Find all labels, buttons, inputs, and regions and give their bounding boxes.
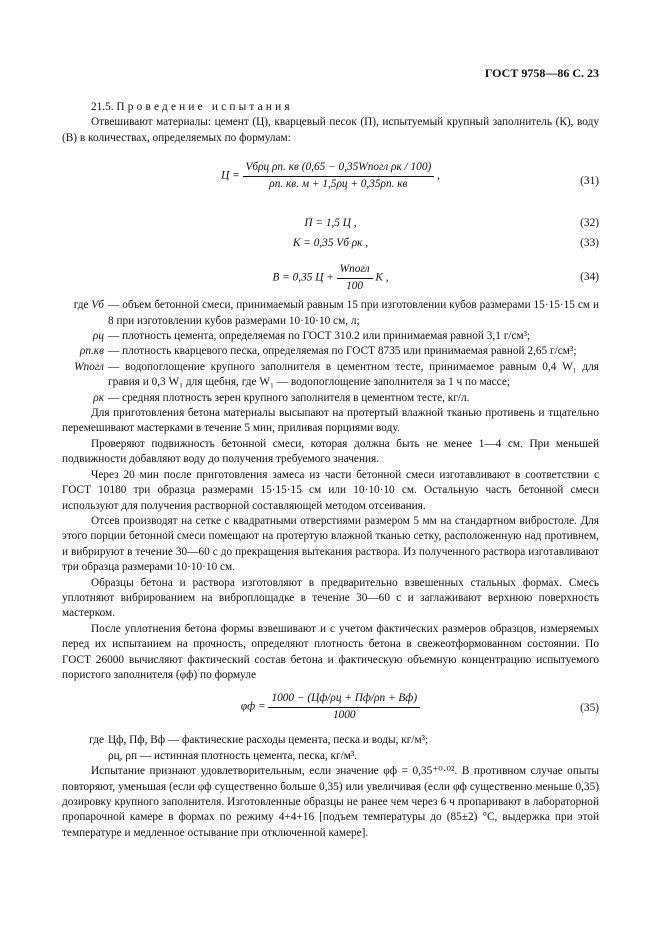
formula-33 bbox=[62, 236, 599, 256]
page-header: ГОСТ 9758—86 С. 23 bbox=[484, 66, 599, 80]
formula-34-tail: К , bbox=[375, 271, 389, 284]
formula-31-numerator: Vбρц ρп. кв (0,65 − 0,35Wпогл ρк / 100) bbox=[243, 160, 435, 176]
paragraph: Для приготовления бетона материалы высыпают на протертый влажной тканью противень и тщательно перемешивают мастерками в течение 5 мин, приливая порциями воду. bbox=[62, 407, 599, 435]
formula-33-number: (33) bbox=[580, 237, 599, 250]
paragraph: Проверяют подвижность бетонной смеси, которая должна быть не менее 1—4 см. При меньшей подвижности добавляют воду до получения требуемого значения. bbox=[62, 437, 599, 466]
formula-32-text: П = 1,5 Ц , bbox=[304, 217, 357, 230]
definition-item: где Цф, Пф, Вф — фактические расходы цемента, песка и воды, кг/м³; bbox=[89, 734, 429, 747]
formula-31-number: (31) bbox=[580, 175, 599, 188]
definition-item: ρп.кв — плотность кварцевого песка, определяемая по ГОСТ 8735 или принимаемая равной 2,65 г/см³; bbox=[79, 345, 577, 358]
formula-31-tail: , bbox=[437, 169, 440, 182]
definition-item: Wпогл — водопоглощение крупного заполнителя в цементном тесте, принимаемое равным 0,4 W₁ для гравия и 0,3 W₁ для щебня, где W₁ — водопоглощение заполнителя за 1 ч по массе; bbox=[74, 360, 599, 389]
formula-34-numerator: Wпогл bbox=[337, 262, 373, 278]
paragraph: Отсев производят на сетке с квадратными отверстиями размером 5 мм на стандартном вибростоле. Для этого порции бетонной смеси помещают на протертую влажной тканью сетку, расположенную над противнем, и вибрируют в течение 30—60 с до прекращения вытекания раствора. Из полученного раствора изготавливают три образца размерами 10·10·10 см. bbox=[62, 514, 599, 574]
formula-32-number: (32) bbox=[580, 217, 599, 230]
document-body bbox=[62, 100, 599, 841]
definitions-list-2 bbox=[62, 733, 599, 764]
formula-31 bbox=[62, 154, 599, 212]
formula-35-denominator: 1000 bbox=[332, 708, 356, 721]
paragraph: После уплотнения бетона формы взвешивают и с учетом фактических размеров образцов, измеряемых перед их испытанием на прочность, определяют плотность бетона в свежеотформованном состоянии. По ГОСТ 26000 вычисляют фактический состав бетона и фактическую объемную концентрацию испытуемого пористого заполнителя (φф) по формуле bbox=[62, 622, 599, 681]
formula-35-lhs: φф = bbox=[240, 700, 266, 713]
paragraph: Образцы бетона и раствора изготовляют в предварительно взвешенных стальных формах. Смесь уплотняют вибрированием на виброплощадке в течение 30—60 с и заглаживают верхнюю поверхность мастерком. bbox=[62, 576, 599, 620]
paragraph: Через 20 мин после приготовления замеса из части бетонной смеси изготавливают в соответствии с ГОСТ 10180 три образца размерами 15·15·15 см или 10·10·10 см. Остальную часть бетонной смеси используют для получения растворной составляющей методом отсеивания. bbox=[62, 468, 599, 512]
formula-33-text: К = 0,35 Vб ρк , bbox=[292, 237, 369, 250]
formula-34-lhs: В = 0,35 Ц + bbox=[272, 271, 334, 284]
formula-31-denominator: ρп. кв. м + 1,5ρц + 0,35ρп. кв bbox=[269, 177, 408, 190]
section-title: Проведение испытания bbox=[116, 101, 293, 113]
section-intro: Отвешивают материалы: цемент (Ц), кварцевый песок (П), испытуемый крупный заполнитель (К), воду (В) в количествах, определяемых по формулам: bbox=[62, 116, 599, 144]
formula-35 bbox=[62, 691, 599, 731]
formula-34-denominator: 100 bbox=[346, 279, 364, 292]
formula-35-numerator: 1000 − (Цф/ρц + Пф/ρп + Вф) bbox=[268, 691, 420, 707]
section-heading bbox=[62, 100, 599, 115]
section-number: 21.5. bbox=[91, 101, 114, 113]
definition-item: ρц — плотность цемента, определяемая по ГОСТ 310.2 или принимаемая равной 3,1 г/см³; bbox=[92, 330, 531, 343]
definition-item: ρц, ρп — истинная плотность цемента, песка, кг/м³. bbox=[108, 749, 358, 762]
formula-31-lhs: Ц = bbox=[221, 169, 240, 182]
definitions-list bbox=[62, 298, 599, 406]
formula-35-number: (35) bbox=[580, 702, 599, 715]
definition-item: где Vб — объем бетонной смеси, принимаемый равным 15 при изготовлении кубов размерами 15·15·15 см и 8 при изготовлении кубов размерами 10·10·10 см, л; bbox=[73, 299, 599, 327]
definition-item: ρк — средняя плотность зерен крупного заполнителя в цементном тесте, кг/л. bbox=[93, 391, 470, 404]
formula-32 bbox=[62, 216, 599, 236]
formula-34-number: (34) bbox=[580, 271, 599, 284]
formula-34 bbox=[62, 262, 599, 296]
final-paragraph: Испытание признают удовлетворительным, если значение φф = 0,35⁺⁰·⁰². В противном случае опыты повторяют, уменьшая (если φф существенно больше 0,35) или увеличивая (если φф существенно меньше 0,35) дозировку крупного заполнителя. Изготовленные образцы не ранее чем через 6 ч пропаривают в лабораторной пропарочной камере в формах по режиму 4+4+16 [подъем температуры до (85±2) °С, выдержка при этой температуре и медленное остывание при отключенной камере]. bbox=[62, 765, 599, 839]
